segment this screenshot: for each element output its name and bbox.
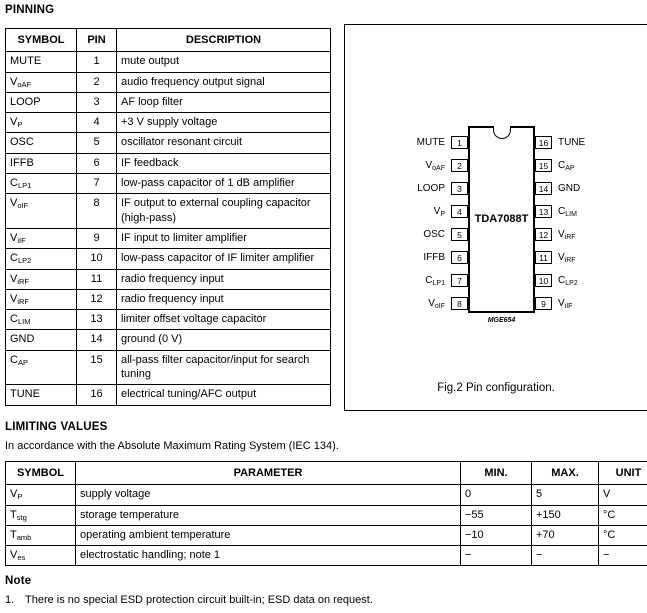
limiting-values-table [5,461,647,566]
pin-number-box: 13 [535,205,552,218]
table-row [6,153,331,173]
pin-number-box: 10 [535,274,552,287]
pin-number-box: 11 [535,251,552,264]
pin-symbol-cell [6,113,77,133]
pin-symbol-cell [6,133,77,153]
column-header-max: MAX. [532,462,599,485]
pin-symbol-cell [6,153,77,173]
pin-label: TUNE [558,137,586,148]
pin [535,274,647,287]
symbol: $V_P$ [10,488,23,502]
note-number: 1. [5,594,15,606]
pin-symbol-cell [6,228,77,248]
pin-label: GND [558,183,581,194]
pin-number-box: 14 [535,182,552,195]
pin-description-cell: +3 V supply voltage [117,113,331,133]
table-row [6,525,647,545]
parameter-cell: storage temperature [76,505,461,525]
pin-label: $V_{oAF}$ [425,159,445,172]
table-row [6,92,331,112]
pin-symbol: $V_{iIF}$ [10,231,26,245]
pin-symbol: LOOP [10,95,41,108]
pin-description-cell: radio frequency input [117,289,331,309]
pin-label: $V_{iRF}$ [558,251,576,264]
pin-description-cell: all-pass filter capacitor/input for search tuning [117,350,331,385]
pinning-section-title: PINNING [5,4,55,16]
pin-symbol: $C_{LIM}$ [10,313,31,327]
pin-symbol: MUTE [10,55,42,68]
pin-symbol: $C_{LP1}$ [10,177,32,191]
limiting-table-header-row [6,462,647,485]
pin-label: IFFB [423,252,445,263]
figure-box [344,24,647,411]
figure-drawing-code: MGE654 [487,317,516,324]
pin [345,274,468,287]
table-row [6,485,647,505]
pin-symbol: $V_P$ [10,116,23,130]
max-value-cell: 5 [532,485,599,505]
pin-number-cell: 14 [77,330,117,350]
pin-description-cell: audio frequency output signal [117,72,331,92]
pin [535,182,647,195]
pin [345,205,468,218]
pin-number-box: 6 [451,251,468,264]
pin-number-cell: 13 [77,310,117,330]
unit-cell: V [599,485,647,505]
unit-cell: − [599,546,647,566]
pin-label: $C_{LP2}$ [558,274,578,287]
pin-number-box: 3 [451,182,468,195]
pin-symbol: GND [10,333,35,346]
pin-number-box: 16 [535,136,552,149]
pin-description-cell: ground (0 V) [117,330,331,350]
pin-symbol: $V_{oIF}$ [10,197,29,211]
pin-description-cell: oscillator resonant circuit [117,133,331,153]
parameter-cell: supply voltage [76,485,461,505]
pin-label: MUTE [416,137,445,148]
pin-symbol: $C_{AP}$ [10,353,28,367]
pin-label: OSC [423,229,445,240]
pin-symbol-cell [6,289,77,309]
note-section-title: Note [5,575,32,587]
table-row [6,269,331,289]
pin [345,228,468,241]
pin-number-cell: 15 [77,350,117,385]
pin-number-cell: 16 [77,385,117,405]
table-row [6,194,331,229]
pin-number-box: 7 [451,274,468,287]
pin-label: $V_P$ [433,205,445,218]
pin-number-cell: 6 [77,153,117,173]
pin-symbol: $C_{LP2}$ [10,252,32,266]
pin-symbol: TUNE [10,388,40,401]
pin [535,136,647,149]
column-header-description: DESCRIPTION [117,29,331,52]
pin-description-cell: IF output to external coupling capacitor (high-pass) [117,194,331,229]
pin-number-cell: 9 [77,228,117,248]
min-value-cell: − [461,546,532,566]
table-row [6,174,331,194]
pin [345,182,468,195]
pin [345,136,468,149]
pin-number-box: 8 [451,297,468,310]
table-row [6,505,647,525]
pin-number-cell: 4 [77,113,117,133]
table-row [6,289,331,309]
pin-label: $V_{iIF}$ [558,297,573,310]
pin-symbol-cell [6,72,77,92]
table-row [6,133,331,153]
pin-symbol: $V_{iRF}$ [10,292,30,306]
pin [535,228,647,241]
pin-number-box: 9 [535,297,552,310]
pin-number-box: 15 [535,159,552,172]
pin-description-cell: radio frequency input [117,269,331,289]
chip-part-number: TDA7088T [474,213,529,225]
pin-number-cell: 2 [77,72,117,92]
symbol: $T_{amb}$ [10,528,32,542]
pin [535,205,647,218]
pin-number-box: 5 [451,228,468,241]
pin-description-cell: low-pass capacitor of IF limiter amplifier [117,249,331,269]
figure-caption: Fig.2 Pin configuration. [437,382,555,394]
pin-description-cell: electrical tuning/AFC output [117,385,331,405]
max-value-cell: − [532,546,599,566]
pin-symbol-cell [6,350,77,385]
symbol-cell [6,485,76,505]
pin-number-box: 1 [451,136,468,149]
table-row [6,52,331,72]
pin-label: $C_{LP1}$ [425,274,445,287]
pin-description-cell: IF input to limiter amplifier [117,228,331,248]
pinning-table [5,28,331,406]
min-value-cell: −55 [461,505,532,525]
note-item [5,594,635,606]
table-row [6,113,331,133]
limiting-values-intro: In accordance with the Absolute Maximum Rating System (IEC 134). [5,440,339,452]
pin-description-cell: limiter offset voltage capacitor [117,310,331,330]
max-value-cell: +70 [532,525,599,545]
table-row [6,330,331,350]
unit-cell: °C [599,505,647,525]
pinning-table-header-row [6,29,331,52]
pin-symbol: IFFB [10,156,34,169]
pin-number-box: 12 [535,228,552,241]
symbol: $T_{stg}$ [10,508,27,522]
pin-number-cell: 7 [77,174,117,194]
table-row [6,72,331,92]
pin-symbol-cell [6,249,77,269]
pin-description-cell: mute output [117,52,331,72]
pin-symbol: $V_{iRF}$ [10,272,30,286]
symbol: $V_{es}$ [10,549,26,563]
pin-description-cell: low-pass capacitor of 1 dB amplifier [117,174,331,194]
column-header-pin: PIN [77,29,117,52]
pin-number-cell: 1 [77,52,117,72]
table-row [6,310,331,330]
pin-number-cell: 12 [77,289,117,309]
pin-symbol-cell [6,330,77,350]
pin-symbol-cell [6,269,77,289]
min-value-cell: 0 [461,485,532,505]
pin-number-cell: 3 [77,92,117,112]
limiting-values-section-title: LIMITING VALUES [5,421,108,433]
pin-number-cell: 11 [77,269,117,289]
ic-package-outline [468,126,535,313]
pin-description-cell: AF loop filter [117,92,331,112]
unit-cell: °C [599,525,647,545]
pin [535,297,647,310]
pin [345,297,468,310]
table-row [6,228,331,248]
pin-description-cell: IF feedback [117,153,331,173]
pin-label: $C_{AP}$ [558,159,575,172]
pin-symbol-cell [6,385,77,405]
column-header-unit: UNIT [599,462,647,485]
pin-symbol-cell [6,310,77,330]
parameter-cell: electrostatic handling; note 1 [76,546,461,566]
parameter-cell: operating ambient temperature [76,525,461,545]
column-header-symbol: SYMBOL [6,462,76,485]
pin-number-cell: 5 [77,133,117,153]
pin-number-box: 2 [451,159,468,172]
pin [535,251,647,264]
pin-label: $V_{iRF}$ [558,228,576,241]
column-header-min: MIN. [461,462,532,485]
pin-symbol: $V_{oAF}$ [10,75,32,89]
pin-label: LOOP [417,183,445,194]
max-value-cell: +150 [532,505,599,525]
pin-number-box: 4 [451,205,468,218]
limiting-table-body [6,485,647,566]
pin-symbol-cell [6,52,77,72]
pin-label: $V_{oIF}$ [428,297,445,310]
pinning-table-body [6,52,331,405]
pin [345,159,468,172]
pin-number-cell: 10 [77,249,117,269]
table-row [6,350,331,385]
pin [535,159,647,172]
pin-symbol-cell [6,174,77,194]
pin-symbol-cell [6,194,77,229]
table-row [6,385,331,405]
symbol-cell [6,505,76,525]
min-value-cell: −10 [461,525,532,545]
pin [345,251,468,264]
pin1-notch-icon [493,126,511,139]
pin-symbol-cell [6,92,77,112]
column-header-parameter: PARAMETER [76,462,461,485]
column-header-symbol: SYMBOL [6,29,77,52]
pin-label: $C_{LIM}$ [558,205,577,218]
pin-number-cell: 8 [77,194,117,229]
pin-symbol: OSC [10,136,34,149]
table-row [6,546,647,566]
symbol-cell [6,525,76,545]
table-row [6,249,331,269]
symbol-cell [6,546,76,566]
note-text: There is no special ESD protection circuit built-in; ESD data on request. [25,594,373,606]
